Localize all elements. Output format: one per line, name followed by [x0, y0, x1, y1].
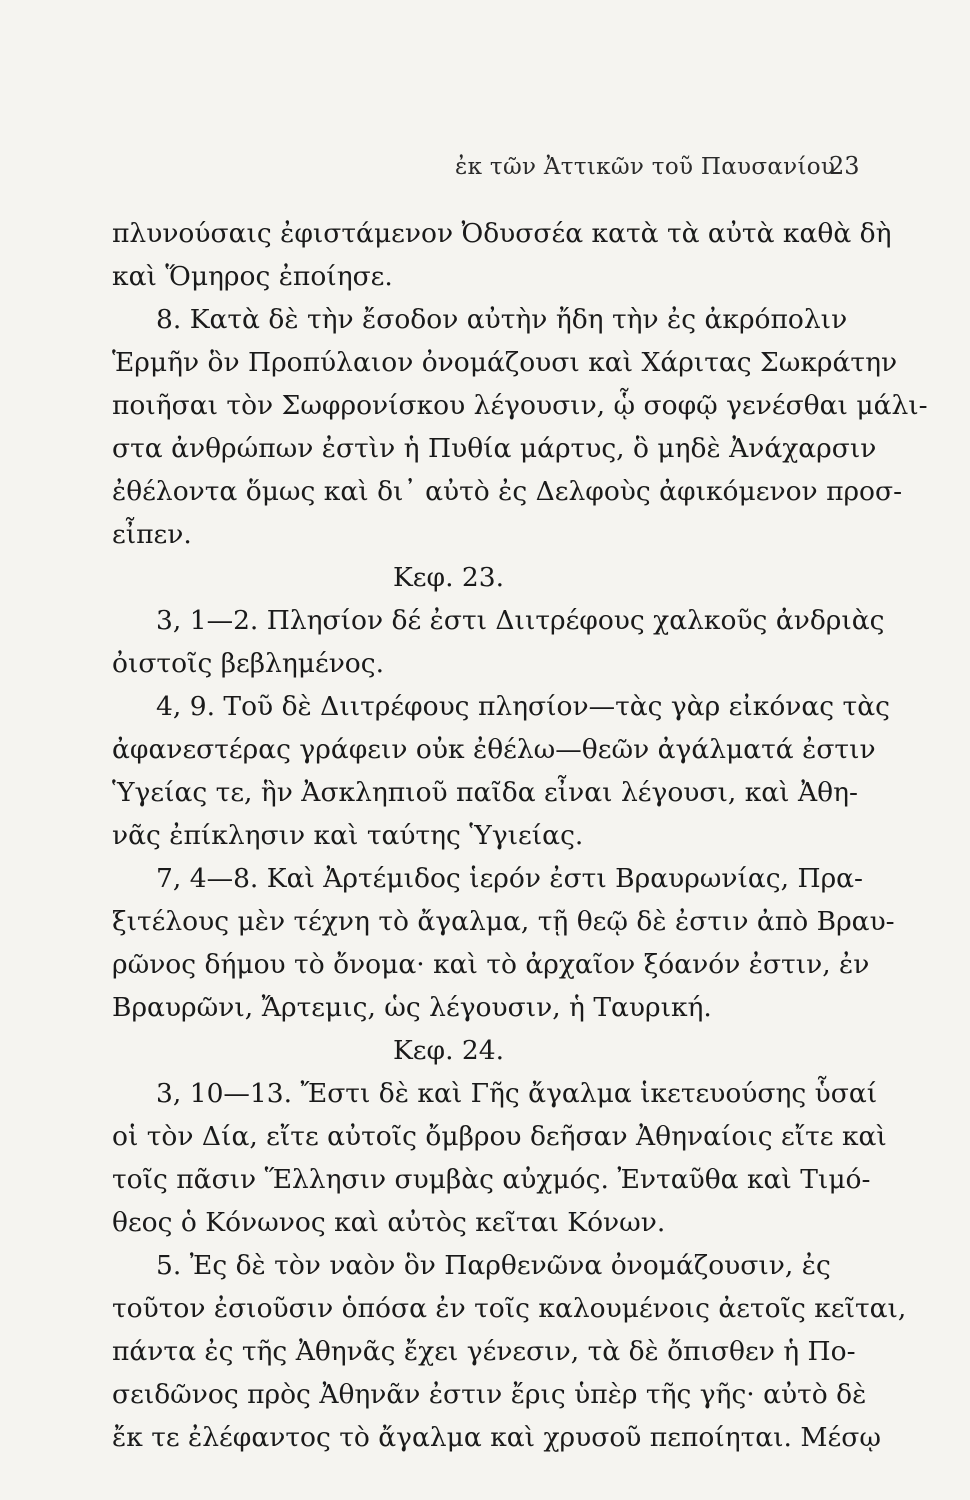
text-line: εἶπεν.	[112, 519, 192, 550]
text-line: ἔκ τε ἐλέφαντος τὸ ἄγαλμα καὶ χρυσοῦ πεποίηται. Μέσῳ	[112, 1422, 881, 1453]
page-header	[0, 150, 970, 190]
text-line: 3, 1—2. Πλησίον δέ ἐστι Διιτρέφους χαλκοῦς ἀνδριὰς	[156, 605, 885, 636]
text-line: Βραυρῶνι, Ἄρτεμις, ὡς λέγουσιν, ἡ Ταυρική.	[112, 992, 712, 1023]
text-line: καὶ Ὅμηρος ἐποίησε.	[112, 261, 393, 292]
text-line: 5. Ἐς δὲ τὸν ναὸν ὃν Παρθενῶνα ὀνομάζουσιν, ἐς	[156, 1250, 831, 1281]
text-line: 4, 9. Τοῦ δὲ Διιτρέφους πλησίον—τὰς γὰρ εἰκόνας τὰς	[156, 691, 890, 722]
text-line: ἐθέλοντα ὅμως καὶ δι᾽ αὐτὸ ἐς Δελφοὺς ἀφικόμενον προσ-	[112, 476, 903, 507]
text-line: ὀιστοῖς βεβλημένος.	[112, 648, 385, 679]
text-line: ξιτέλους μὲν τέχνη τὸ ἄγαλμα, τῇ θεῷ δὲ ἐστιν ἀπὸ Βραυ-	[112, 906, 895, 937]
chapter-heading: Κεφ. 24.	[393, 1035, 505, 1066]
text-line: 8. Κατὰ δὲ τὴν ἔσοδον αὐτὴν ἤδη τὴν ἐς ἀκρόπολιν	[156, 304, 848, 335]
text-line: 7, 4—8. Καὶ Ἀρτέμιδος ἱερόν ἐστι Βραυρωνίας, Πρα-	[156, 863, 864, 894]
page-number: 23	[829, 152, 860, 180]
text-line: σειδῶνος πρὸς Ἀθηνᾶν ἐστιν ἔρις ὑπὲρ τῆς γῆς· αὐτὸ δὲ	[112, 1379, 867, 1410]
text-line: νᾶς ἐπίκλησιν καὶ ταύτης Ὑγιείας.	[112, 820, 584, 851]
text-line: θεος ὁ Κόνωνος καὶ αὐτὸς κεῖται Κόνων.	[112, 1207, 666, 1238]
text-line: πάντα ἐς τῆς Ἀθηνᾶς ἔχει γένεσιν, τὰ δὲ ὄπισθεν ἡ Πο-	[112, 1336, 856, 1367]
text-line: ρῶνος δήμου τὸ ὄνομα· καὶ τὸ ἀρχαῖον ξόανόν ἐστιν, ἐν	[112, 949, 870, 980]
chapter-heading: Κεφ. 23.	[393, 562, 505, 593]
text-line: ἀφανεστέρας γράφειν οὐκ ἐθέλω—θεῶν ἀγάλματά ἐστιν	[112, 734, 876, 765]
text-line: οἱ τὸν Δία, εἴτε αὐτοῖς ὄμβρου δεῆσαν Ἀθηναίοις εἴτε καὶ	[112, 1121, 887, 1152]
text-line: πλυνούσαις ἐφιστάμενον Ὀδυσσέα κατὰ τὰ αὐτὰ καθὰ δὴ	[112, 218, 892, 249]
text-line: τοῦτον ἐσιοῦσιν ὁπόσα ἐν τοῖς καλουμένοις ἀετοῖς κεῖται,	[112, 1293, 907, 1324]
text-line: ποιῆσαι τὸν Σωφρονίσκου λέγουσιν, ᾧ σοφῷ γενέσθαι μάλι-	[112, 390, 928, 421]
text-line: τοῖς πᾶσιν Ἕλλησιν συμβὰς αὐχμός. Ἐνταῦθα καὶ Τιμό-	[112, 1164, 871, 1195]
running-head: ἐκ τῶν Ἀττικῶν τοῦ Παυσανίου	[455, 154, 836, 180]
text-line: στα ἀνθρώπων ἐστὶν ἡ Πυθία μάρτυς, ὃ μηδὲ Ἀνάχαρσιν	[112, 433, 877, 464]
text-line: 3, 10—13. Ἔστι δὲ καὶ Γῆς ἄγαλμα ἱκετευούσης ὗσαί	[156, 1078, 878, 1109]
text-line: Ὑγείας τε, ἣν Ἀσκληπιοῦ παῖδα εἶναι λέγουσι, καὶ Ἀθη-	[112, 777, 858, 808]
text-line: Ἑρμῆν ὃν Προπύλαιον ὀνομάζουσι καὶ Χάριτας Σωκράτην	[112, 347, 898, 378]
text-block	[112, 212, 928, 1459]
